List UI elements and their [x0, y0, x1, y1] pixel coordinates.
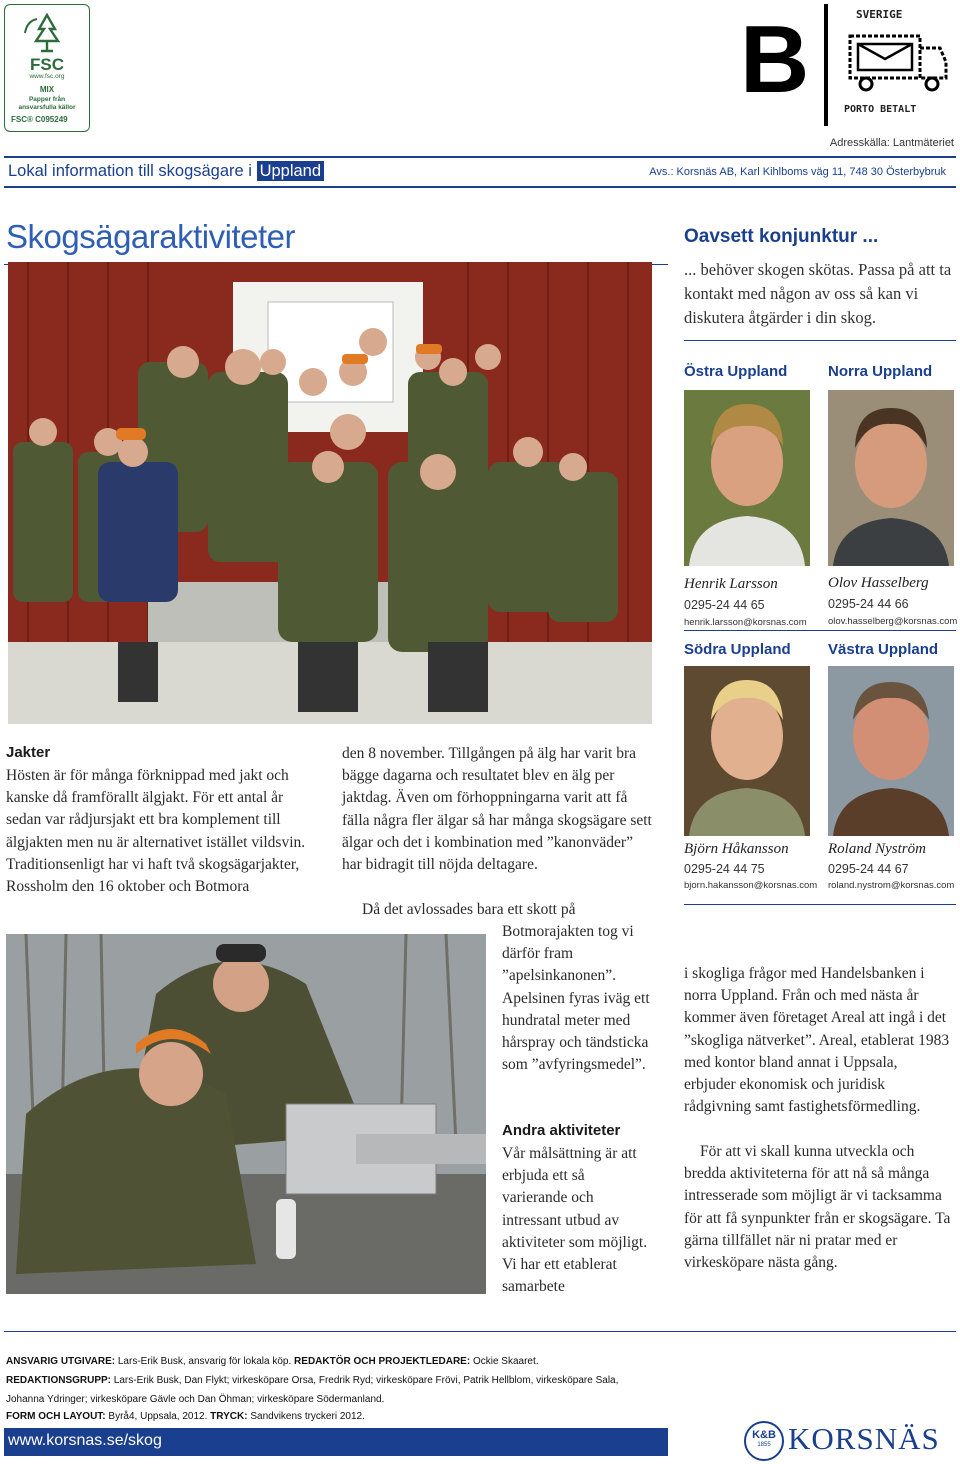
- korsnas-seal-icon: K&B 1855: [744, 1421, 784, 1461]
- fsc-tree-icon: [17, 11, 77, 55]
- section-heading-andra: Andra aktiviteter: [502, 1122, 621, 1139]
- mail-truck-icon: [840, 26, 950, 96]
- contact-phone-henrik: 0295-24 44 65: [684, 598, 765, 612]
- address-source: Adresskälla: Lantmäteriet: [829, 137, 954, 149]
- photo-olov-hasselberg: [828, 390, 954, 566]
- article-col2-p2b: Botmorajakten tog vi därför fram ”apelsinkanonen”. Apelsinen fyras iväg ett hundratal meter med hårspray och tändsticka som ”avfyringsmedel”.: [502, 923, 650, 1074]
- contacts-bottom-rule: [684, 904, 956, 905]
- contact-name-bjorn: Björn Håkansson: [684, 841, 789, 857]
- postage-country: SVERIGE: [856, 8, 903, 21]
- footer-rule: [4, 1331, 956, 1332]
- article-col2-p1: den 8 november. Tillgången på älg har varit bra bägge dagarna och resultatet blev en älg per jaktdag. Även om förhoppningarna varit att få fälla några fler älgar så har många skogsägare sett älgar och det i kombination med ”kanonväder” har bidragit till nöjda deltagare.: [342, 745, 652, 874]
- article-col3-p2: För att vi skall kunna utveckla och bredda aktiviteterna för att nå så många intresserade som möjligt är vi tacksamma för att få synpunkter från er skogsägare. Ta gärna tillfället när ni pratar med er virkesköpare nästa gång.: [684, 1143, 951, 1272]
- region-ostra: Östra Uppland: [684, 363, 788, 380]
- fsc-code: FSC® C095249: [11, 115, 68, 124]
- korsnas-logo: [740, 1419, 960, 1461]
- header-rule: [4, 156, 956, 158]
- postage-letter: B: [740, 6, 806, 113]
- footer-url-bar[interactable]: [4, 1428, 668, 1456]
- postage-mark: [740, 0, 960, 130]
- sidebar-rule: [684, 340, 956, 341]
- contact-email-henrik[interactable]: henrik.larsson@korsnas.com: [684, 617, 807, 628]
- fsc-desc-1: Papper från: [28, 96, 66, 103]
- region-vastra: Västra Uppland: [828, 641, 939, 658]
- group-photo: [8, 262, 652, 724]
- fsc-website: www.fsc.org: [29, 73, 65, 80]
- contacts-divider: [684, 630, 956, 631]
- contact-phone-olov: 0295-24 44 66: [828, 597, 909, 611]
- fsc-logo: [4, 4, 90, 132]
- contact-email-bjorn[interactable]: bjorn.hakansson@korsnas.com: [684, 880, 818, 891]
- postage-status: PORTO BETALT: [844, 104, 917, 115]
- article-col2-p3: Vår målsättning är att erbjuda ett så varierande och intressant utbud av aktiviteter som möjligt. Vi har ett etablerat samarbete: [502, 1145, 648, 1296]
- article-col1: Hösten är för många förknippad med jakt och kanske då framförallt älgjakt. För ett antal år sedan var rådjursjakt ett bra komplement till älgjakten men nu är alternativet istället vildsvin. Traditionsenligt har vi haft två skogsägarjakter, Rossholm den 16 oktober och Botmora: [6, 767, 306, 896]
- korsnas-brand: KORSNÄS: [788, 1421, 940, 1456]
- header-title-region: Uppland: [257, 161, 324, 181]
- photo-henrik-larsson: [684, 390, 810, 566]
- fsc-mix: MIX: [39, 85, 55, 94]
- photo-roland-nystrom: [828, 666, 954, 836]
- fsc-desc-2: ansvarsfulla källor: [18, 104, 76, 111]
- contact-phone-bjorn: 0295-24 44 75: [684, 862, 765, 876]
- header-sender: Avs.: Korsnäs AB, Karl Kihlboms väg 11, 748 30 Österbybruk: [649, 166, 946, 178]
- contact-name-olov: Olov Hasselberg: [828, 575, 929, 591]
- header-title-prefix: Lokal information till skogsägare i: [8, 162, 252, 180]
- article-col3-p1: i skogliga frågor med Handelsbanken i norra Uppland. Från och med nästa år kommer även företaget Areal att ingå i det ”skogliga nätverket”. Areal, etablerat 1983 med kontor bland annat i Uppsala, erbjuder ekonomisk och juridisk rådgivning samt fastighetsförmedling.: [684, 965, 950, 1116]
- article-col2-p2a: Då det avlossades bara ett skott på: [362, 901, 576, 918]
- hunting-photo: [6, 934, 486, 1294]
- contact-name-henrik: Henrik Larsson: [684, 576, 778, 592]
- footer-url[interactable]: www.korsnas.se/skog: [8, 1432, 162, 1449]
- sidebar-text: ... behöver skogen skötas. Passa på att ta kontakt med någon av oss så kan vi diskutera åtgärder i din skog.: [684, 260, 952, 327]
- headline: Skogsägaraktiviteter: [6, 218, 295, 255]
- section-heading-jakter: Jakter: [6, 744, 51, 761]
- group-photo-image: [8, 262, 652, 724]
- footer-line-2: REDAKTIONSGRUPP: Lars-Erik Busk, Dan Flykt; virkesköpare Orsa, Fredrik Ryd; virkesköpare Frövi, Patrik Hellblom, virkesköpare Sala,: [6, 1375, 619, 1386]
- footer-line-3: Johanna Ydringer; virkesköpare Gävle och Dan Öhman; virkesköpare Södermanland.: [6, 1394, 385, 1405]
- fsc-label: FSC: [30, 55, 64, 74]
- header-rule-bottom: [4, 186, 956, 188]
- header-title: [8, 162, 324, 181]
- sidebar-heading: Oavsett konjunktur ...: [684, 226, 879, 247]
- region-sodra: Södra Uppland: [684, 641, 791, 658]
- contact-email-olov[interactable]: olov.hasselberg@korsnas.com: [828, 616, 958, 627]
- footer-line-1: ANSVARIG UTGIVARE: Lars-Erik Busk, ansvarig för lokala köp. REDAKTÖR OCH PROJEKTLEDARE: Ockie Skaaret.: [6, 1356, 539, 1367]
- contact-phone-roland: 0295-24 44 67: [828, 862, 909, 876]
- footer-line-4: FORM OCH LAYOUT: Byrå4, Uppsala, 2012. TRYCK: Sandvikens tryckeri 2012.: [6, 1411, 365, 1422]
- contact-name-roland: Roland Nyström: [828, 841, 926, 857]
- contact-email-roland[interactable]: roland.nystrom@korsnas.com: [828, 880, 955, 891]
- region-norra: Norra Uppland: [828, 363, 933, 380]
- photo-bjorn-hakansson: [684, 666, 810, 836]
